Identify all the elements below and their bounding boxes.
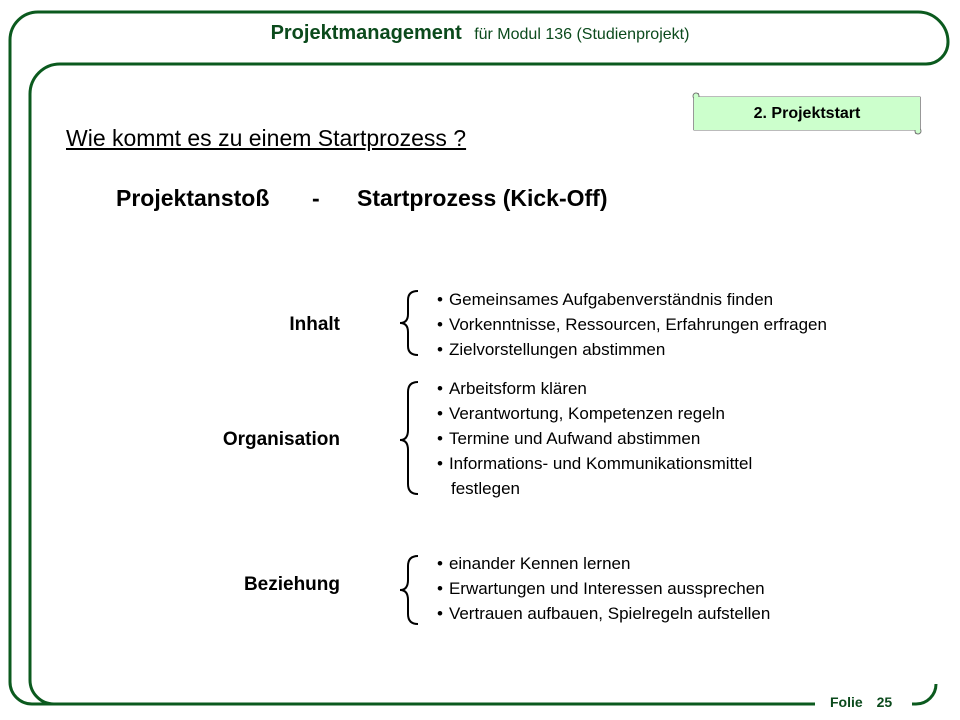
heading-left: Projektanstoß bbox=[116, 185, 270, 211]
footer-page-number: 25 bbox=[876, 694, 893, 710]
list-item: • Verantwortung, Kompetenzen regeln bbox=[437, 404, 725, 423]
heading-right: Startprozess (Kick-Off) bbox=[357, 185, 608, 211]
list-item: • Termine und Aufwand abstimmen bbox=[437, 429, 701, 448]
section-tag: 2. Projektstart bbox=[694, 97, 920, 130]
list-item: • Vertrauen aufbauen, Spielregeln aufstellen bbox=[437, 604, 771, 623]
group-list-inhalt bbox=[437, 287, 827, 362]
brace-beziehung bbox=[400, 556, 418, 624]
group-label-organisation: Organisation bbox=[222, 429, 340, 450]
slide-footer bbox=[830, 694, 892, 710]
group-list-organisation bbox=[437, 376, 752, 501]
list-item: • Arbeitsform klären bbox=[437, 379, 587, 398]
list-item: • Gemeinsames Aufgabenverständnis finden bbox=[437, 290, 774, 309]
header-subtitle: für Modul 136 (Studienprojekt) bbox=[474, 26, 690, 43]
group-label-inhalt: Inhalt bbox=[289, 314, 340, 335]
heading-separator: - bbox=[312, 185, 320, 211]
group-list-beziehung bbox=[437, 551, 770, 626]
list-item: • Erwartungen und Interessen aussprechen bbox=[437, 579, 765, 598]
brace-inhalt bbox=[400, 291, 418, 355]
list-item: • Vorkenntnisse, Ressourcen, Erfahrungen erfragen bbox=[437, 315, 827, 334]
footer-label: Folie bbox=[830, 694, 863, 710]
header-title bbox=[0, 22, 960, 45]
list-item-continuation: festlegen bbox=[451, 479, 520, 498]
list-item: • Informations- und Kommunikationsmittel bbox=[437, 454, 753, 473]
list-item: • Zielvorstellungen abstimmen bbox=[437, 340, 666, 359]
brace-organisation bbox=[400, 382, 418, 494]
group-label-beziehung: Beziehung bbox=[243, 574, 340, 595]
question-heading: Wie kommt es zu einem Startprozess ? bbox=[66, 125, 467, 151]
header-main-title: Projektmanagement bbox=[270, 22, 462, 44]
list-item: • einander Kennen lernen bbox=[437, 554, 631, 573]
